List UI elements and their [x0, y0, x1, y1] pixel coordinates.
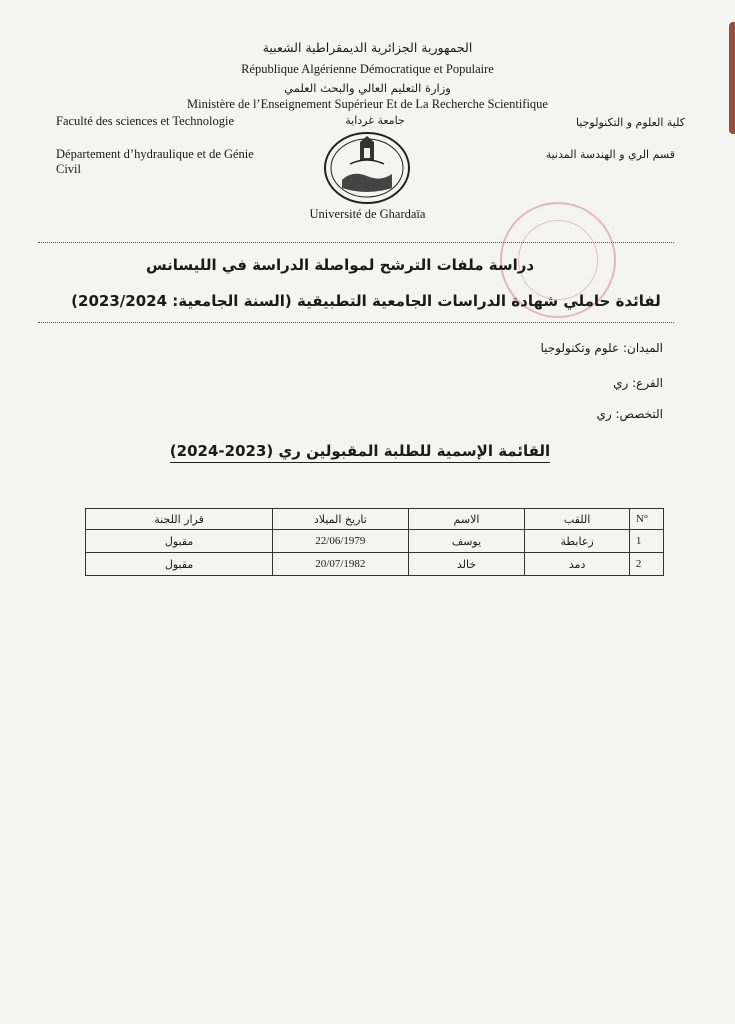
right-department: قسم الري و الهندسة المدنية — [545, 148, 675, 161]
right-faculty: كلية العلوم و التكنولوجيا — [575, 116, 685, 129]
cell-birthdate: 20/07/1982 — [273, 553, 408, 576]
cell-first-name: خالد — [408, 553, 525, 576]
header-number: N° — [629, 509, 663, 530]
university-arabic-name: جامعة غرداية — [345, 114, 405, 127]
table-row — [86, 553, 664, 576]
header-birthdate: تاريخ الميلاد — [273, 509, 408, 530]
left-faculty: Faculté des sciences et Technologie — [56, 114, 234, 128]
list-title — [150, 442, 570, 460]
table-row — [86, 530, 664, 553]
field-branch: الفرع: ري — [613, 376, 663, 390]
header-french-republic: République Algérienne Démocratique et Populaire — [241, 62, 494, 76]
header-last-name: اللقب — [525, 509, 629, 530]
cell-decision: مقبول — [86, 553, 273, 576]
cell-last-name: دمد — [525, 553, 629, 576]
cell-number: 2 — [629, 553, 663, 576]
left-department: Département d’hydraulique et de Génie Civil — [56, 147, 254, 176]
separator-top — [38, 242, 674, 243]
page-edge-shadow — [729, 22, 735, 134]
header-arabic-ministry: وزارة التعليم العالي والبحث العلمي — [284, 81, 451, 95]
university-logo-icon — [322, 130, 412, 206]
header-french-ministry: Ministère de l’Enseignement Supérieur Et de La Recherche Scientifique — [187, 97, 548, 111]
university-french-name: Université de Ghardaïa — [309, 207, 426, 221]
cell-decision: مقبول — [86, 530, 273, 553]
header-decision: قرار اللجنة — [86, 509, 273, 530]
separator-bottom — [38, 322, 674, 323]
table-header-row — [86, 509, 664, 530]
cell-birthdate: 22/06/1979 — [273, 530, 408, 553]
students-table — [85, 508, 664, 576]
field-specialty: التخصص: ري — [596, 407, 663, 421]
header-first-name: الاسم — [408, 509, 525, 530]
cell-number: 1 — [629, 530, 663, 553]
cell-first-name: يوسف — [408, 530, 525, 553]
cell-last-name: زعابطة — [525, 530, 629, 553]
header-arabic-republic: الجمهورية الجزائرية الديمقراطية الشعبية — [262, 40, 473, 55]
list-title-text: القائمة الإسمية للطلبة المقبولين ري (2023-2024) — [170, 442, 550, 463]
title-line-2: لفائدة حاملي شهادة الدراسات الجامعية التطبيقية (السنة الجامعية: 2023/2024) — [71, 292, 661, 310]
title-line-1: دراسة ملفات الترشح لمواصلة الدراسة في الليسانس — [145, 256, 535, 274]
field-domain: الميدان: علوم وتكنولوجيا — [540, 341, 663, 355]
